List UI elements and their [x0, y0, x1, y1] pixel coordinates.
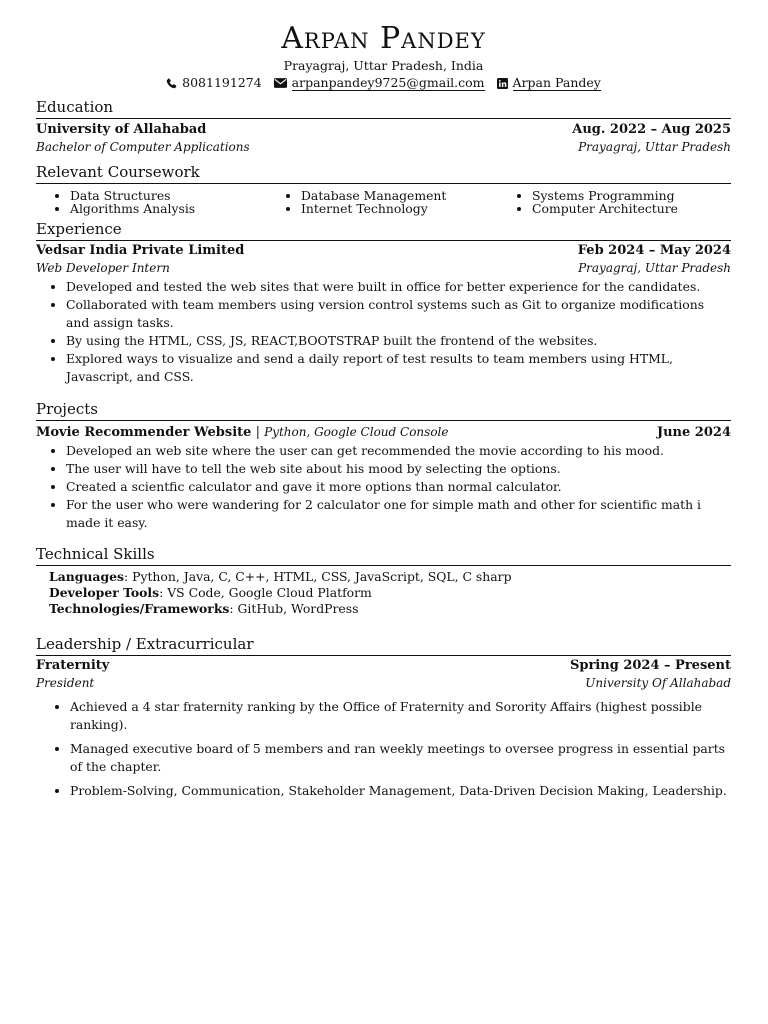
coursework-heading: Relevant Coursework — [36, 162, 731, 184]
coursework-column-3 — [499, 189, 730, 215]
course-item: • Internet Technology — [301, 202, 499, 215]
skills-languages: Languages: Python, Java, C, C++, HTML, CSS, JavaScript, SQL, C sharp — [49, 569, 512, 584]
experience-place: Prayagraj, Uttar Pradesh — [578, 261, 731, 275]
skills-languages-label: Languages — [49, 569, 124, 584]
coursework-section — [36, 162, 731, 215]
skills-heading: Technical Skills — [36, 544, 731, 566]
list-item: • The user will have to tell the web site about his mood by selecting the options. — [66, 460, 731, 478]
organization-name: Fraternity — [36, 658, 110, 673]
candidate-name: Arpan Pandey — [281, 21, 486, 56]
list-item: • For the user who were wandering for 2 calculator one for simple math and other for scientific math i made it easy. — [66, 496, 731, 532]
leadership-row — [36, 657, 731, 675]
project-bullets — [36, 442, 731, 532]
experience-bullets — [36, 278, 731, 386]
phone-icon — [166, 78, 177, 89]
list-item: • Explored ways to visualize and send a daily report of test results to team members using HTML, Javascript, and CSS. — [66, 350, 731, 386]
experience-section — [36, 219, 731, 386]
contact-bar — [36, 74, 731, 92]
phone-contact[interactable] — [166, 74, 262, 92]
course-item: • Algorithms Analysis — [70, 202, 268, 215]
list-item: • Created a scientfic calculator and gave it more options than normal calculator. — [66, 478, 731, 496]
skills-list — [36, 569, 731, 617]
candidate-location: Prayagraj, Uttar Pradesh, India — [283, 58, 484, 73]
list-item: • Managed executive board of 5 members and ran weekly meetings to oversee progress in essential parts of the chapter. — [70, 740, 731, 776]
skills-frameworks-value: GitHub, WordPress — [237, 601, 359, 616]
skills-frameworks: Technologies/Frameworks: GitHub, WordPress — [49, 601, 359, 616]
skills-frameworks-label: Technologies/Frameworks — [49, 601, 230, 616]
project-tech: Python, Google Cloud Console — [264, 425, 449, 439]
email-contact[interactable] — [274, 75, 485, 91]
linkedin-contact[interactable] — [497, 75, 601, 91]
list-item: • Developed an web site where the user can get recommended the movie according to his mood. — [66, 442, 731, 460]
project-row — [36, 424, 731, 442]
experience-subrow — [36, 260, 731, 277]
project-title-line — [36, 424, 448, 442]
projects-heading: Projects — [36, 399, 731, 421]
linkedin-link[interactable]: Arpan Pandey — [512, 75, 601, 90]
skills-section — [36, 544, 731, 617]
skills-languages-value: Python, Java, C, C++, HTML, CSS, JavaScript, SQL, C sharp — [132, 569, 512, 584]
education-place: Prayagraj, Uttar Pradesh — [578, 140, 731, 154]
education-heading: Education — [36, 97, 731, 119]
skills-tools-value: VS Code, Google Cloud Platform — [167, 585, 372, 600]
project-date: June 2024 — [656, 425, 731, 440]
linkedin-icon — [497, 78, 508, 89]
course-item: • Database Management — [301, 189, 499, 202]
leadership-bullets — [36, 698, 731, 800]
leadership-heading: Leadership / Extracurricular — [36, 634, 731, 656]
projects-section — [36, 399, 731, 532]
course-item: • Computer Architecture — [532, 202, 730, 215]
degree-name: Bachelor of Computer Applications — [36, 140, 250, 154]
list-item: • Developed and tested the web sites that were built in office for better experience for the candidates. — [66, 278, 731, 296]
education-section — [36, 97, 731, 156]
school-name: University of Allahabad — [36, 122, 207, 137]
coursework-column-1 — [36, 189, 268, 215]
course-item: • Data Structures — [70, 189, 268, 202]
coursework-columns — [36, 189, 731, 215]
resume-page — [36, 20, 731, 806]
education-row — [36, 121, 731, 139]
leadership-subrow — [36, 675, 731, 692]
email-link[interactable]: arpanpandey9725@gmail.com — [291, 75, 485, 90]
education-subrow — [36, 139, 731, 156]
leadership-section — [36, 634, 731, 800]
list-item: • By using the HTML, CSS, JS, REACT,BOOTSTRAP built the frontend of the websites. — [66, 332, 731, 350]
experience-heading: Experience — [36, 219, 731, 241]
skills-tools-label: Developer Tools — [49, 585, 160, 600]
list-item: • Collaborated with team members using version control systems such as Git to organize modifications and assign tasks. — [66, 296, 731, 332]
list-item: • Achieved a 4 star fraternity ranking by the Office of Fraternity and Sorority Affairs (highest possible ranking). — [70, 698, 731, 734]
course-item: • Systems Programming — [532, 189, 730, 202]
project-name: Movie Recommender Website — [36, 425, 252, 440]
project-separator: | — [255, 425, 260, 440]
leadership-role: President — [36, 676, 95, 690]
leadership-dates: Spring 2024 – Present — [569, 658, 731, 673]
experience-dates: Feb 2024 – May 2024 — [577, 243, 731, 258]
list-item: • Problem-Solving, Communication, Stakeholder Management, Data-Driven Decision Making, Leadership. — [70, 782, 731, 800]
skills-tools: Developer Tools: VS Code, Google Cloud Platform — [49, 585, 372, 600]
experience-row — [36, 242, 731, 260]
envelope-icon — [274, 78, 287, 88]
company-name: Vedsar India Private Limited — [36, 243, 245, 258]
leadership-place: University Of Allahabad — [585, 676, 731, 690]
education-dates: Aug. 2022 – Aug 2025 — [572, 122, 731, 137]
phone-number: 8081191274 — [182, 75, 262, 90]
job-role: Web Developer Intern — [36, 261, 170, 275]
coursework-column-2 — [268, 189, 499, 215]
